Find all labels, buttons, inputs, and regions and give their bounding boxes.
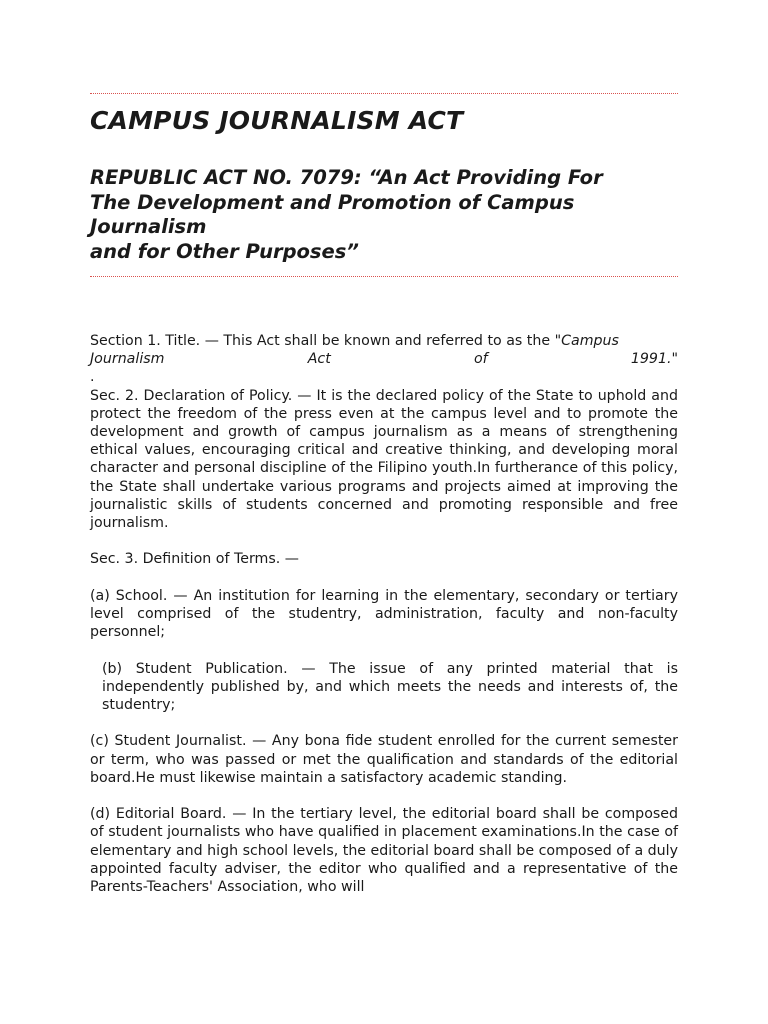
definition-item-b: (b) Student Publication. — The issue of any printed material that is independently published by, and which meets the needs and interests of, the studentry;: [102, 660, 678, 714]
definition-item-d: (d) Editorial Board. — In the tertiary level, the editorial board shall be composed of student journalists who have qualified in placement examinations.In the case of elementary and high school levels, the editorial board shall be composed of a duly appointed faculty adviser, the editor who qualified and a representative of the Parents-Teachers' Association, who will: [90, 806, 678, 896]
spacer: [90, 641, 678, 659]
spacer: [90, 532, 678, 550]
spacer: [90, 569, 678, 587]
spacer: [90, 714, 678, 732]
subtitle-line: The Development and Promotion of Campus: [90, 190, 575, 214]
top-divider: [90, 93, 678, 94]
document-body: [90, 332, 678, 896]
spacer: [90, 787, 678, 805]
subtitle-line: Journalism: [90, 215, 207, 238]
definition-item-c: (c) Student Journalist. — Any bona fide student enrolled for the current semester or term, who was passed or met the qualification and standards of the editorial board.He must likewise maintain a satisfactory academic standing.: [90, 733, 678, 786]
act-subtitle: [90, 166, 678, 264]
section-1-line-2: Journalism Act of 1991.": [90, 351, 679, 368]
definition-item-a: (a) School. — An institution for learning in the elementary, secondary or tertiary level comprised of the studentry, administration, faculty and non-faculty personnel;: [90, 587, 678, 641]
section-1-line-1: Section 1. Title. — This Act shall be known and referred to as the "Campus: [90, 333, 619, 349]
section-2-paragraph: Sec. 2. Declaration of Policy. — It is the declared policy of the State to uphold and protect the freedom of the press even at the campus level and to promote the development and growth of campus journalism as a means of strengthening ethical values, encouraging critical and creative thinking, and developing moral character and personal discipline of the Filipino youth.In furtherance of this policy, the State shall undertake various programs and projects aimed at improving the journalistic skills of students concerned and promoting responsible and free journalism.: [90, 387, 678, 532]
section-3-heading: Sec. 3. Definition of Terms. —: [90, 551, 299, 568]
page-title: CAMPUS JOURNALISM ACT: [90, 106, 464, 135]
middle-divider: [90, 276, 678, 277]
section-1-trailing: .: [90, 369, 95, 386]
subtitle-line: REPUBLIC ACT NO. 7079: “An Act Providing For: [90, 166, 603, 189]
subtitle-line: and for Other Purposes”: [90, 239, 359, 263]
